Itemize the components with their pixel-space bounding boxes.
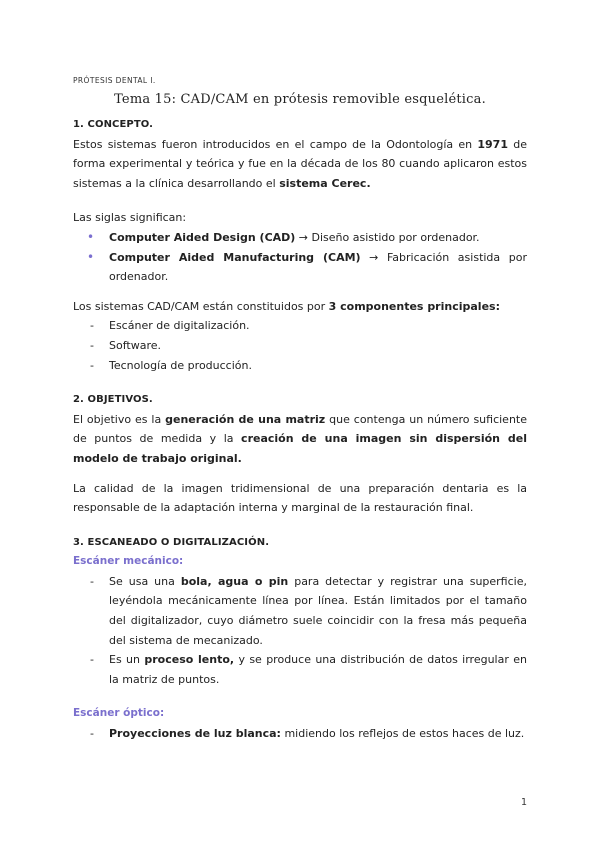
paragraph-objetivo: El objetivo es la generación de una matriz que contenga un número suficiente de puntos de medida y la creación de una imagen sin dispersión del modelo de trabajo original. [73,412,527,465]
list-item: - Proyecciones de luz blanca: midiendo los reflejos de estos haces de luz. [73,724,527,744]
document-body [73,115,527,744]
componentes-list [73,316,527,375]
section-heading-escaneado: 3. ESCANEADO O DIGITALIZACIÓN. [73,536,270,548]
list-item: - Es un proceso lento, y se produce una distribución de datos irregular en la matriz de puntos. [73,650,527,689]
document-title: Tema 15: CAD/CAM en prótesis removible esquelética. [114,92,486,107]
escaner-optico-list [73,724,527,744]
subheading-escaner-optico: Escáner óptico: [73,707,165,720]
section-heading-objetivos: 2. OBJETIVOS. [73,394,153,406]
paragraph-calidad: La calidad de la imagen tridimensional de una preparación dentaria es la responsable de la adaptación interna y marginal de la restauración final. [73,481,527,515]
list-item: - Se usa una bola, agua o pin para detectar y registrar una superficie, leyéndola mecánicamente línea por línea. Están limitados por el tamaño del digitalizador, cuyo diámetro suele coincidir con la fresa más pequeña del sistema de mecanizado. [73,572,527,650]
list-item: - Escáner de digitalización. [73,316,527,336]
siglas-list [73,228,527,287]
document-header: PRÓTESIS DENTAL I. [73,76,156,85]
escaner-mecanico-list [73,572,527,690]
subheading-escaner-mecanico: Escáner mecánico: [73,555,184,568]
list-item: - Software. [73,336,527,356]
paragraph-intro: Estos sistemas fueron introducidos en el campo de la Odontología en 1971 de forma experimental y teórica y fue en la década de los 80 cuando aplicaron estos sistemas a la clínica desarrollando el sistema Cerec. [73,137,527,190]
list-item: • Computer Aided Design (CAD) → Diseño asistido por ordenador. [73,228,527,248]
section-heading-concepto: 1. CONCEPTO. [73,119,154,130]
list-item: • Computer Aided Manufacturing (CAM) → Fabricación asistida por ordenador. [73,248,527,287]
paragraph-siglas: Las siglas significan: [73,211,187,225]
paragraph-componentes: Los sistemas CAD/CAM están constituidos por 3 componentes principales: [73,299,500,313]
page-number: 1 [520,797,527,808]
list-item: - Tecnología de producción. [73,356,527,376]
